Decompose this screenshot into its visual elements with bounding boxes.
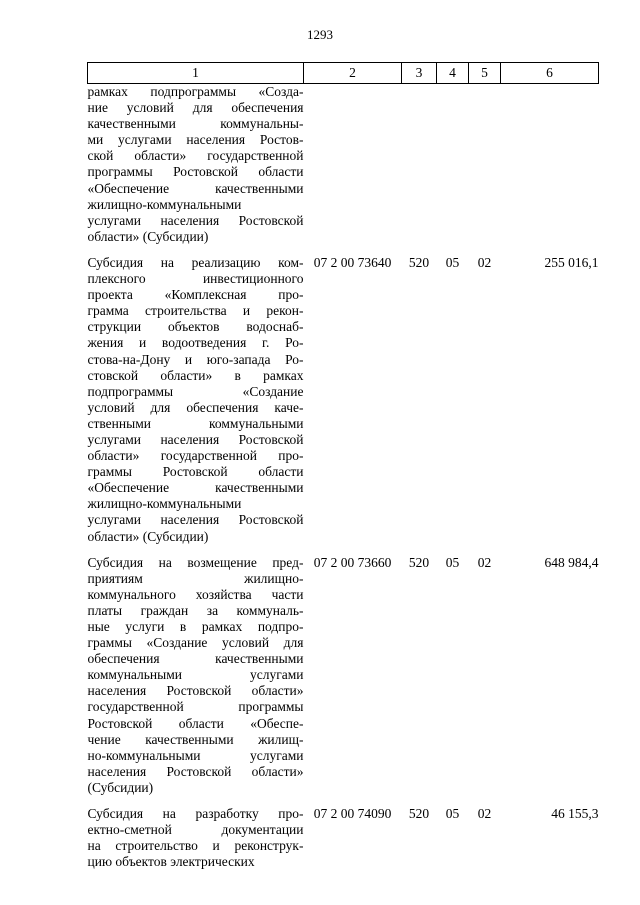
description-line: Ростовской области «Обеспе- [87, 715, 304, 731]
row-code [304, 84, 402, 245]
row-expense-type [402, 84, 437, 245]
description-line: граммы Ростовской области [87, 464, 304, 480]
page-number: 1293 [307, 27, 333, 42]
spacer-cell [88, 245, 304, 255]
spacer-cell [402, 245, 437, 255]
description-line: приятиям жилищно- [87, 570, 304, 586]
spacer-cell [469, 245, 501, 255]
description-line: граммы «Создание условий для [87, 635, 304, 651]
description-line: области» (Субсидии) [87, 528, 209, 544]
description-line: стова-на-Дону и юго-запада Ро- [87, 351, 304, 367]
spacer-cell [501, 796, 599, 806]
spacer-cell [304, 245, 402, 255]
description-line: ственными коммунальными [87, 415, 304, 431]
row-spacer [88, 245, 599, 255]
row-description [88, 255, 304, 545]
row-description [88, 806, 304, 870]
description-line: «Обеспечение качественными [87, 180, 304, 196]
spacer-cell [501, 545, 599, 555]
row-section: 05 [445, 254, 460, 270]
description-line: платы граждан за коммуналь- [87, 602, 304, 618]
column-header: 4 [437, 63, 469, 84]
description-line: ектно-сметной документации [87, 822, 304, 838]
spacer-cell [501, 245, 599, 255]
spacer-cell [402, 545, 437, 555]
description-line: рамках подпрограммы «Созда- [87, 84, 304, 99]
description-line: жилищно-коммунальными [87, 196, 242, 212]
column-header: 5 [469, 63, 501, 84]
description-line: ми услугами населения Ростов- [87, 132, 304, 148]
description-line: условий для обеспечения каче- [87, 399, 304, 415]
description-line: Субсидия на реализацию ком- [87, 254, 304, 270]
description-line: (Субсидии) [87, 779, 154, 795]
description-line: области» государственной про- [87, 448, 304, 464]
description-line: жилищно-коммунальными [87, 496, 242, 512]
row-section: 05 [445, 806, 460, 822]
description-line: услугами населения Ростовской [87, 431, 304, 447]
table-body [88, 84, 599, 871]
description-line: Субсидия на разработку про- [87, 806, 304, 822]
spacer-cell [88, 545, 304, 555]
row-amount [501, 84, 599, 245]
description-line: «Обеспечение качественными [87, 480, 304, 496]
budget-table [87, 62, 599, 870]
row-description [88, 555, 304, 796]
row-code: 07 2 00 74090 [313, 806, 392, 822]
description-line: коммунальными услугами [87, 667, 304, 683]
spacer-cell [437, 796, 469, 806]
row-spacer [88, 796, 599, 806]
description-line: проекта «Комплексная про- [87, 287, 304, 303]
description-line: программы Ростовской области [87, 164, 304, 180]
row-amount: 648 984,4 [544, 554, 599, 570]
spacer-cell [469, 545, 501, 555]
description-line: стовской области» в рамках [87, 367, 304, 383]
description-line: качественными коммунальны- [87, 116, 304, 132]
column-header: 1 [88, 63, 304, 84]
row-subsection: 02 [477, 254, 492, 270]
row-expense-type: 520 [408, 554, 430, 570]
description-line: услугами населения Ростовской [87, 212, 304, 228]
description-line: на строительство и реконструк- [87, 838, 304, 854]
column-header: 2 [304, 63, 402, 84]
row-code: 07 2 00 73660 [313, 554, 392, 570]
spacer-cell [304, 796, 402, 806]
table-row [88, 555, 599, 796]
description-line: населения Ростовской области» [87, 763, 304, 779]
description-line: струкции объектов водоснаб- [87, 319, 304, 335]
description-line: плексного инвестиционного [87, 271, 304, 287]
row-subsection: 02 [477, 554, 492, 570]
description-line: грамма строительства и рекон- [87, 303, 304, 319]
column-header: 6 [501, 63, 599, 84]
row-subsection [469, 84, 501, 245]
description-line: цию объектов электрических [87, 854, 255, 870]
description-line: чение качественными жилищ- [87, 731, 304, 747]
spacer-cell [304, 545, 402, 555]
description-line: обеспечения качественными [87, 651, 304, 667]
row-spacer [88, 545, 599, 555]
column-header: 3 [402, 63, 437, 84]
row-code: 07 2 00 73640 [313, 254, 392, 270]
description-line: но-коммунальными услугами [87, 747, 304, 763]
spacer-cell [437, 545, 469, 555]
description-line: Субсидия на возмещение пред- [87, 554, 304, 570]
table-row [88, 806, 599, 870]
spacer-cell [402, 796, 437, 806]
description-line: жения и водоотведения г. Ро- [87, 335, 304, 351]
row-section [437, 84, 469, 245]
row-expense-type: 520 [408, 806, 430, 822]
table-row [88, 255, 599, 545]
description-line: подпрограммы «Создание [87, 383, 304, 399]
description-line: ской области» государственной [87, 148, 304, 164]
spacer-cell [469, 796, 501, 806]
row-amount: 255 016,1 [544, 254, 599, 270]
description-line: ние условий для обеспечения [87, 100, 304, 116]
description-line: государственной программы [87, 699, 304, 715]
table-header-row [88, 63, 599, 84]
description-line: услугами населения Ростовской [87, 512, 304, 528]
row-subsection: 02 [477, 806, 492, 822]
row-description [88, 84, 304, 245]
description-line: коммунального хозяйства части [87, 586, 304, 602]
row-expense-type: 520 [408, 254, 430, 270]
description-line: населения Ростовской области» [87, 683, 304, 699]
description-line: области» (Субсидии) [87, 228, 209, 244]
description-line: ные услуги в рамках подпро- [87, 619, 304, 634]
row-section: 05 [445, 554, 460, 570]
spacer-cell [88, 796, 304, 806]
row-amount: 46 155,3 [551, 806, 599, 822]
table-row [88, 84, 599, 245]
spacer-cell [437, 245, 469, 255]
